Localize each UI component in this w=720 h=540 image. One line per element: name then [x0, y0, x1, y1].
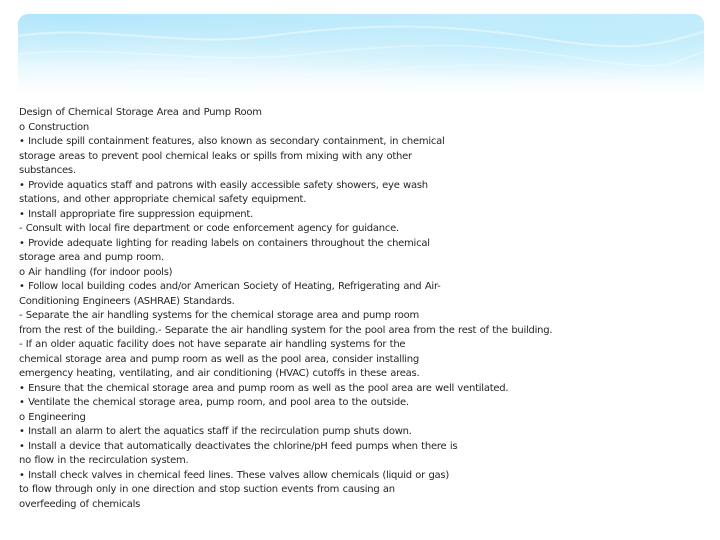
water-ripple-decoration [18, 14, 704, 94]
text-line: chemical storage area and pump room as well as the pool area, consider installing [19, 353, 419, 365]
text-line: overfeeding of chemicals [19, 498, 141, 510]
text-line: • Install appropriate fire suppression equipment. [19, 208, 253, 220]
text-line: from the rest of the building.- Separate the air handling system for the pool area from the rest of the building. [19, 324, 553, 336]
text-line: - If an older aquatic facility does not have separate air handling systems for the [19, 339, 406, 350]
text-line: emergency heating, ventilating, and air conditioning (HVAC) cutoffs in these areas. [19, 368, 420, 379]
text-line: • Ensure that the chemical storage area and pump room as well as the pool area are well ventilated. [19, 382, 509, 394]
text-line: • Install check valves in chemical feed lines. These valves allow chemicals (liquid or gas) [19, 469, 450, 481]
document-title: Design of Chemical Storage Area and Pump Room [19, 107, 262, 118]
text-line: • Provide adequate lighting for reading labels on containers throughout the chemical [19, 237, 430, 249]
text-line: Conditioning Engineers (ASHRAE) Standards. [19, 295, 235, 307]
document-body [19, 106, 699, 512]
text-line: • Follow local building codes and/or American Society of Heating, Refrigerating and Air- [19, 281, 441, 292]
section-heading-engineering: o Engineering [19, 411, 86, 423]
text-line: storage area and pump room. [19, 252, 164, 263]
text-line: • Include spill containment features, also known as secondary containment, in chemical [19, 136, 445, 147]
text-line: • Install a device that automatically deactivates the chlorine/pH feed pumps when there is [19, 440, 458, 452]
section-heading-air-handling: o Air handling (for indoor pools) [19, 266, 173, 278]
text-line: • Provide aquatics staff and patrons with easily accessible safety showers, eye wash [19, 179, 428, 191]
text-line: stations, and other appropriate chemical safety equipment. [19, 194, 307, 205]
text-line: to flow through only in one direction and stop suction events from causing an [19, 484, 395, 495]
text-line: • Ventilate the chemical storage area, pump room, and pool area to the outside. [19, 397, 409, 408]
text-line: substances. [19, 165, 76, 176]
text-line: - Separate the air handling systems for the chemical storage area and pump room [19, 310, 419, 321]
section-heading-construction: o Construction [19, 121, 89, 133]
text-line: - Consult with local fire department or code enforcement agency for guidance. [19, 223, 399, 234]
text-line: no flow in the recirculation system. [19, 455, 189, 466]
text-line: • Install an alarm to alert the aquatics staff if the recirculation pump shuts down. [19, 426, 412, 437]
text-line: storage areas to prevent pool chemical leaks or spills from mixing with any other [19, 150, 412, 162]
